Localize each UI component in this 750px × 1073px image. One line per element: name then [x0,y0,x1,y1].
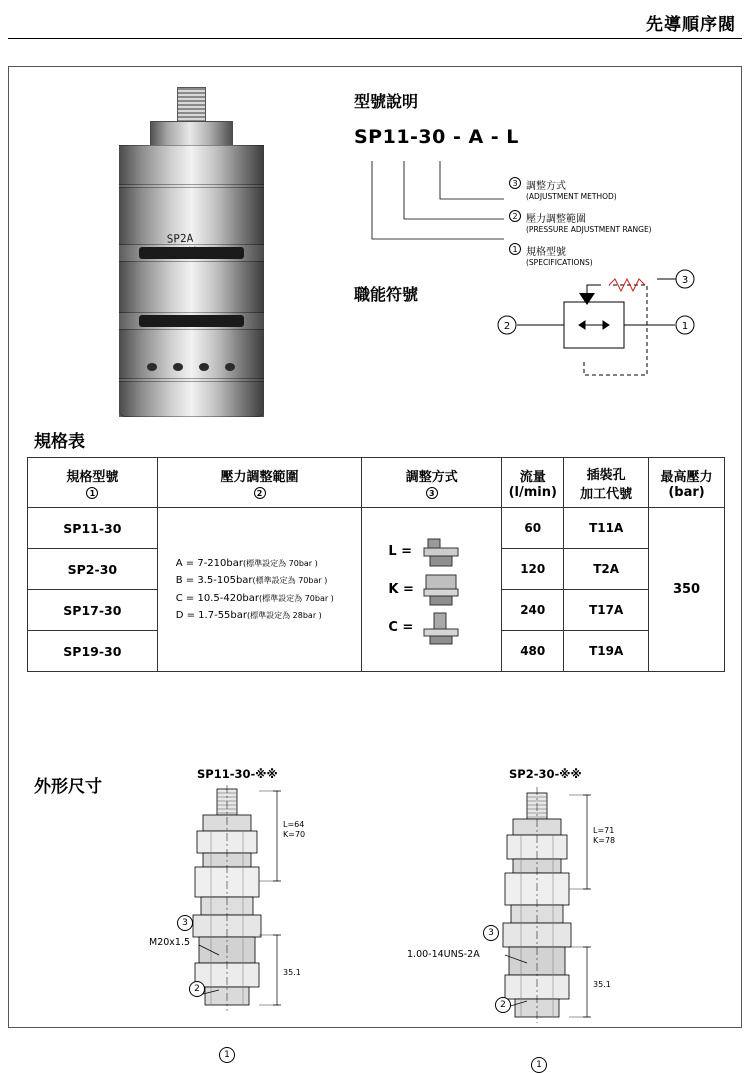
col-cavity: 插裝孔 加工代號 [564,458,649,508]
photo-stem [177,87,206,123]
dim2-length-bottom: 35.1 [593,980,611,989]
cell-adjust-methods [362,508,502,672]
photo-ports [145,363,239,373]
dim2-length-L: L=71 [593,826,615,835]
col-flow: 流量 (l/min) [502,458,564,508]
range-a: A = 7-210bar(標準設定為 70bar ) [175,557,318,569]
cell-cavity: T2A [564,549,649,590]
header-divider [8,38,742,39]
table-row [28,508,725,549]
drawing-2-title: SP2-30-※※ [509,767,582,781]
symbol-port-1: 1 [681,321,689,332]
range-d: D = 1.7-55bar(標準設定為 28bar ) [175,610,322,621]
callout-label-en: (ADJUSTMENT METHOD) [526,192,617,201]
content-frame [8,66,742,1070]
dim1-thread-label: M20x1.5 [149,937,191,948]
col-model: 規格型號 1 [28,458,158,508]
callout-label-cn: 壓力調整範圍 [526,214,586,225]
cell-flow: 480 [502,631,564,672]
dimension-drawing-2 [407,785,699,1070]
cell-max-pressure: 350 [649,508,725,672]
table-header-row [28,458,725,508]
callout-label-en: (PRESSURE ADJUSTMENT RANGE) [526,225,652,234]
model-callout-2 [509,210,724,234]
model-section-title: 型號說明 [354,92,419,111]
dim1-length-bottom: 35.1 [283,968,301,977]
cell-cavity: T19A [564,631,649,672]
photo-hexnut [150,121,233,147]
dim2-mark-1: 1 [531,1057,547,1073]
dim2-thread-label: 1.00-14UNS-2A [407,949,480,960]
col-max-pressure: 最高壓力 (bar) [649,458,725,508]
cap-icon-c [422,611,470,645]
photo-oring-2 [139,315,244,327]
dim1-mark-1: 1 [219,1047,235,1063]
dimension-drawing-1 [149,785,389,1060]
adjust-option-l: L = [388,533,499,571]
cell-flow: 120 [502,549,564,590]
dim2-length-K: K=78 [593,836,616,845]
dim1-mark-2: 2 [189,981,205,997]
knob-icon-k [422,573,470,607]
col-range: 壓力調整範圍 2 [157,458,362,508]
symbol-port-2: 2 [503,321,511,332]
dim1-mark-3: 3 [177,915,193,931]
symbol-section-title: 職能符號 [354,285,419,304]
cell-cavity: T11A [564,508,649,549]
callout-number: 1 [509,243,521,255]
drawing-1-title: SP11-30-※※ [197,767,278,781]
range-b: B = 3.5-105bar(標準設定為 70bar ) [175,575,328,586]
spec-section-title: 規格表 [34,432,85,452]
dim1-length-K: K=70 [283,830,306,839]
dimensions-section-title: 外形尺寸 [34,777,102,797]
callout-number: 3 [509,177,521,189]
model-callout-list [509,177,724,276]
cell-cavity: T17A [564,590,649,631]
model-callout-3 [509,177,724,201]
model-callout-1 [509,243,724,267]
model-code: SP11-30 - A - L [354,126,519,148]
col-adjust: 調整方式 3 [362,458,502,508]
cell-model: SP17-30 [28,590,158,631]
dim1-length-L: L=64 [283,820,305,829]
cell-model: SP2-30 [28,549,158,590]
callout-label-cn: 調整方式 [526,181,566,192]
cell-flow: 60 [502,508,564,549]
symbol-port-3: 3 [681,275,689,286]
cell-flow: 240 [502,590,564,631]
function-symbol-diagram [479,267,729,392]
product-photo [119,87,264,417]
page-title: 先導順序閥 [646,15,736,35]
specification-table [27,457,725,672]
knob-icon-l [422,535,470,569]
cell-model: SP11-30 [28,508,158,549]
cell-model: SP19-30 [28,631,158,672]
cell-pressure-ranges [157,508,362,672]
range-c: C = 10.5-420bar(標準設定為 70bar ) [175,592,334,604]
callout-label-en: (SPECIFICATIONS) [526,258,593,267]
callout-label-cn: 規格型號 [526,247,566,258]
dim2-mark-2: 2 [495,997,511,1013]
photo-engraving: SP2A 30AL [166,231,200,259]
dim2-mark-3: 3 [483,925,499,941]
adjust-option-k: K = [388,571,499,609]
adjust-option-c: C = [388,609,499,647]
callout-number: 2 [509,210,521,222]
